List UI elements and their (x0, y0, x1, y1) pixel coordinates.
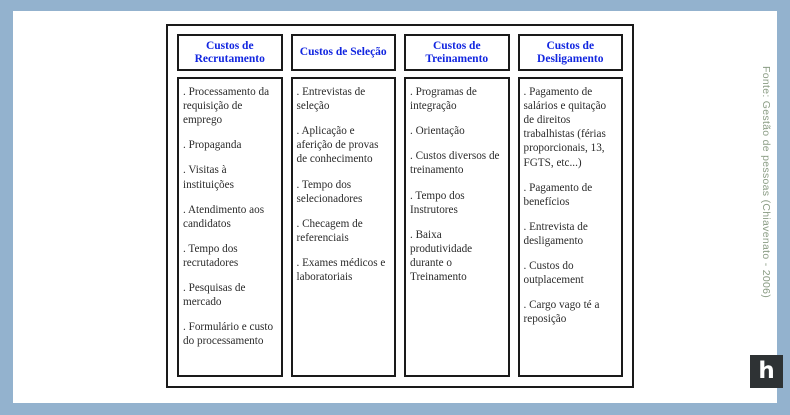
list-item: . Aplicação e aferição de provas de conhecimento (296, 125, 379, 166)
column-header-recrutamento: Custos de Recrutamento (177, 34, 283, 71)
column-header-desligamento: Custos de Desligamento (518, 34, 624, 71)
list-item: . Exames médicos e laboratoriais (296, 256, 386, 284)
list-item: . Entrevistas de seleção (296, 86, 366, 113)
cost-column-recrutamento (177, 34, 283, 377)
list-item: . Entrevista de desligamento (523, 220, 588, 247)
list-item: . Checagem de referenciais (296, 217, 363, 244)
list-item: . Tempo dos recrutadores (183, 242, 239, 269)
column-body-desligamento (518, 77, 624, 377)
list-item: . Pagamento de salários e quitação de direitos trabalhistas (férias proporcionais, 13, FGTS, etc...) (523, 86, 607, 169)
list-item: . Programas de integração (410, 86, 477, 113)
column-header-selecao: Custos de Seleção (291, 34, 397, 71)
brand-logo (750, 355, 783, 388)
cost-column-desligamento (518, 34, 624, 377)
cost-column-treinamento (404, 34, 510, 377)
cost-table (166, 24, 634, 388)
logo-letter-h-icon: h (758, 357, 775, 384)
list-item: . Propaganda (183, 139, 242, 152)
list-item: . Baixa produtividade durante o Treinamento (410, 228, 473, 284)
list-item: . Cargo vago té a reposição (523, 299, 600, 326)
list-item: . Atendimento aos candidatos (183, 203, 265, 230)
list-item: . Pesquisas de mercado (183, 282, 246, 309)
column-body-treinamento (404, 77, 510, 377)
list-item: . Formulário e custo do processamento (183, 321, 274, 348)
cost-column-selecao (291, 34, 397, 377)
list-item: . Custos do outplacement (523, 260, 584, 287)
list-item: . Tempo dos selecionadores (296, 178, 363, 205)
source-credit: Fonte: Gestão de pessoas (Chiavenato - 2006) (760, 66, 772, 299)
list-item: . Pagamento de benefícios (523, 181, 593, 208)
list-item: . Orientação (410, 125, 465, 138)
list-item: . Tempo dos Instrutores (410, 189, 465, 216)
column-header-treinamento: Custos de Treinamento (404, 34, 510, 71)
list-item: . Visitas à instituições (183, 164, 234, 191)
column-body-selecao (291, 77, 397, 377)
list-item: . Processamento da requisição de emprego (183, 86, 270, 127)
column-body-recrutamento (177, 77, 283, 377)
list-item: . Custos diversos de treinamento (410, 150, 500, 177)
slide-canvas (13, 11, 777, 403)
